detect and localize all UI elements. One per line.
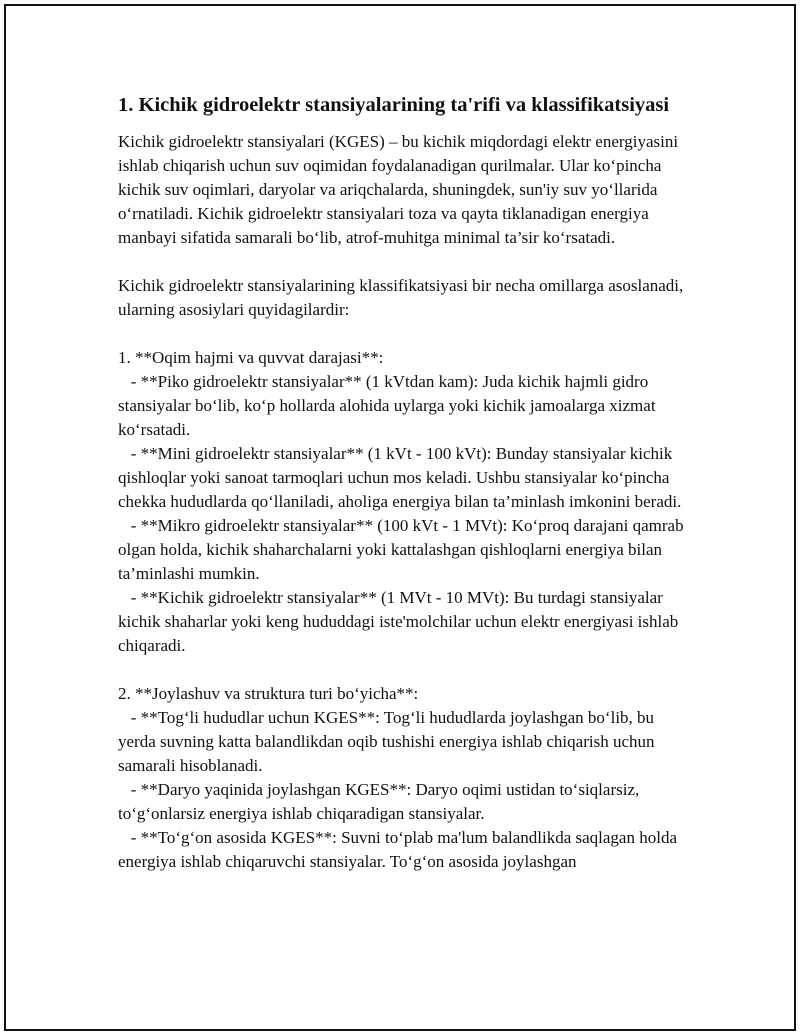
document-body (118, 92, 693, 874)
paragraph-gap (118, 250, 693, 274)
paragraph-gap (118, 322, 693, 346)
paragraph-gap (118, 658, 693, 682)
list-item: - **Tog‘li hududlar uchun KGES**: Tog‘li hududlarda joylashgan bo‘lib, bu yerda suvning katta balandlikdan oqib tushishi energiya ishlab chiqarish uchun samarali hisoblanadi. (118, 708, 659, 775)
document-title: 1. Kichik gidroelektr stansiyalarining ta'rifi va klassifikatsiyasi (118, 94, 670, 116)
section1-heading: 1. **Oqim hajmi va quvvat darajasi**: (118, 348, 384, 367)
list-item: - **Mini gidroelektr stansiyalar** (1 kVt - 100 kVt): Bunday stansiyalar kichik qishloqlar yoki sanoat tarmoqlari uchun mos keladi. Ushbu stansiyalar ko‘pincha chekka hududlarda qo‘llaniladi, aholiga energiya bilan ta’minlash imkonini beradi. (118, 444, 682, 511)
classification-intro-paragraph: Kichik gidroelektr stansiyalarining klassifikatsiyasi bir necha omillarga asoslanadi, ularning asosiylari quyidagilardir: (118, 276, 684, 319)
list-item: - **Daryo yaqinida joylashgan KGES**: Daryo oqimi ustidan to‘siqlarsiz, to‘g‘onlarsiz energiya ishlab chiqaradigan stansiyalar. (118, 780, 644, 823)
list-item: - **Piko gidroelektr stansiyalar** (1 kVtdan kam): Juda kichik hajmli gidro stansiyalar bo‘lib, ko‘p hollarda alohida uylarga yoki kichik jamoalarga xizmat ko‘rsatadi. (118, 372, 660, 439)
list-item: - **Mikro gidroelektr stansiyalar** (100 kVt - 1 MVt): Ko‘proq darajani qamrab olgan holda, kichik shaharchalarni yoki kattalashgan qishloqlarni energiya bilan ta’minlashi mumkin. (118, 516, 688, 583)
list-item: - **Kichik gidroelektr stansiyalar** (1 MVt - 10 MVt): Bu turdagi stansiyalar kichik shaharlar yoki keng hududdagi iste'molchilar uchun elektr energiyasi ishlab chiqaradi. (118, 588, 683, 655)
intro-paragraph: Kichik gidroelektr stansiyalari (KGES) – bu kichik miqdordagi elektr energiyasini ishlab chiqarish uchun suv oqimidan foydalanadigan qurilmalar. Ular ko‘pincha kichik suv oqimlari, daryolar va ariqchalarda, shuningdek, sun'iy suv yo‘llarida o‘rnatiladi. Kichik gidroelektr stansiyalari toza va qayta tiklanadigan energiya manbayi sifatida samarali bo‘lib, atrof-muhitga minimal ta’sir ko‘rsatadi. (118, 132, 679, 247)
list-item: - **To‘g‘on asosida KGES**: Suvni to‘plab ma'lum balandlikda saqlagan holda energiya ishlab chiqaruvchi stansiyalar. To‘g‘on asosida joylashgan (118, 828, 682, 871)
section2-heading: 2. **Joylashuv va struktura turi bo‘yicha**: (118, 684, 419, 703)
